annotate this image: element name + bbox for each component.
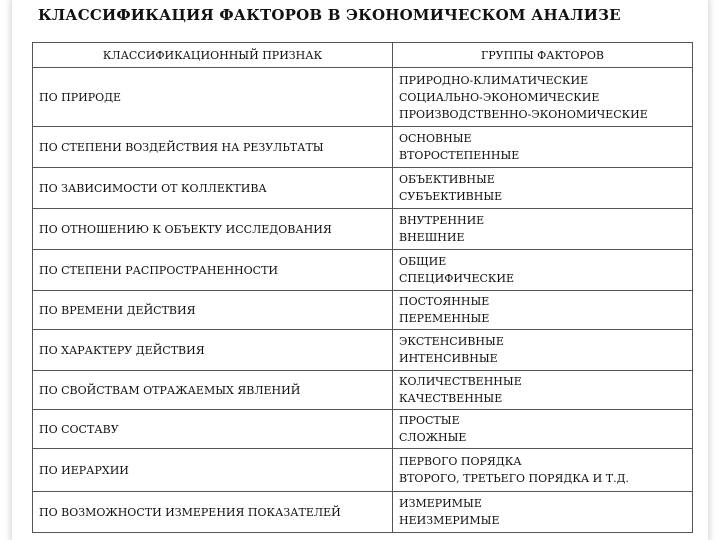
group-item: ВТОРОСТЕПЕННЫЕ (399, 149, 520, 162)
criterion-cell: ПО СТЕПЕНИ РАСПРОСТРАНЕННОСТИ (33, 250, 393, 291)
table-row (33, 168, 693, 209)
criterion-cell: ПО СОСТАВУ (33, 410, 393, 449)
group-item: СЛОЖНЫЕ (399, 431, 467, 444)
group-item: ВНУТРЕННИЕ (399, 214, 485, 227)
criterion-cell: ПО ИЕРАРХИИ (33, 449, 393, 492)
groups-cell (393, 410, 693, 449)
criterion-cell: ПО ЗАВИСИМОСТИ ОТ КОЛЛЕКТИВА (33, 168, 393, 209)
group-item: КАЧЕСТВЕННЫЕ (399, 392, 503, 405)
group-item: ПЕРВОГО ПОРЯДКА (399, 455, 522, 468)
groups-cell (393, 330, 693, 371)
group-item: ИЗМЕРИМЫЕ (399, 497, 482, 510)
criterion-cell: ПО ВОЗМОЖНОСТИ ИЗМЕРЕНИЯ ПОКАЗАТЕЛЕЙ (33, 492, 393, 533)
group-item: ОСНОВНЫЕ (399, 132, 472, 145)
table-row (33, 449, 693, 492)
group-item: ПРИРОДНО-КЛИМАТИЧЕСКИЕ (399, 73, 589, 87)
table-row (33, 371, 693, 410)
groups-cell (393, 209, 693, 250)
page-title: КЛАССИФИКАЦИЯ ФАКТОРОВ В ЭКОНОМИЧЕСКОМ АНАЛИЗЕ (38, 6, 621, 24)
group-item: НЕИЗМЕРИМЫЕ (399, 514, 500, 527)
table-row (33, 68, 693, 127)
criterion-cell: ПО ХАРАКТЕРУ ДЕЙСТВИЯ (33, 330, 393, 371)
group-item: ЭКСТЕНСИВНЫЕ (399, 335, 504, 348)
groups-cell (393, 371, 693, 410)
group-item: ПЕРЕМЕННЫЕ (399, 312, 490, 325)
group-item: ПРОСТЫЕ (399, 414, 460, 427)
criterion-cell: ПО СВОЙСТВАМ ОТРАЖАЕМЫХ ЯВЛЕНИЙ (33, 371, 393, 410)
criterion-cell: ПО ПРИРОДЕ (33, 68, 393, 127)
criterion-cell: ПО ОТНОШЕНИЮ К ОБЪЕКТУ ИССЛЕДОВАНИЯ (33, 209, 393, 250)
group-item: ВТОРОГО, ТРЕТЬЕГО ПОРЯДКА И Т.Д. (399, 472, 630, 485)
group-item: ОБЩИЕ (399, 255, 447, 268)
group-item: СПЕЦИФИЧЕСКИЕ (399, 272, 515, 285)
groups-cell (393, 68, 693, 127)
header-criterion: КЛАССИФИКАЦИОННЫЙ ПРИЗНАК (33, 43, 393, 68)
groups-cell (393, 449, 693, 492)
table-row (33, 410, 693, 449)
criterion-cell: ПО СТЕПЕНИ ВОЗДЕЙСТВИЯ НА РЕЗУЛЬТАТЫ (33, 127, 393, 168)
group-item: ПРОИЗВОДСТВЕННО-ЭКОНОМИЧЕСКИЕ (399, 107, 648, 121)
group-item: ИНТЕНСИВНЫЕ (399, 352, 498, 365)
table-row (33, 209, 693, 250)
groups-cell (393, 291, 693, 330)
groups-cell (393, 492, 693, 533)
classification-table (32, 42, 693, 533)
header-groups: ГРУППЫ ФАКТОРОВ (393, 43, 693, 68)
groups-cell (393, 127, 693, 168)
group-item: СУБЪЕКТИВНЫЕ (399, 190, 503, 203)
criterion-cell: ПО ВРЕМЕНИ ДЕЙСТВИЯ (33, 291, 393, 330)
group-item: ПОСТОЯННЫЕ (399, 295, 490, 308)
groups-cell (393, 250, 693, 291)
group-item: КОЛИЧЕСТВЕННЫЕ (399, 375, 522, 388)
table-row (33, 291, 693, 330)
group-item: ОБЪЕКТИВНЫЕ (399, 173, 495, 186)
group-item: СОЦИАЛЬНО-ЭКОНОМИЧЕСКИЕ (399, 90, 600, 104)
table-header-row (33, 43, 693, 68)
table-row (33, 127, 693, 168)
table-row (33, 330, 693, 371)
table-row (33, 492, 693, 533)
group-item: ВНЕШНИЕ (399, 231, 465, 244)
groups-cell (393, 168, 693, 209)
table-row (33, 250, 693, 291)
